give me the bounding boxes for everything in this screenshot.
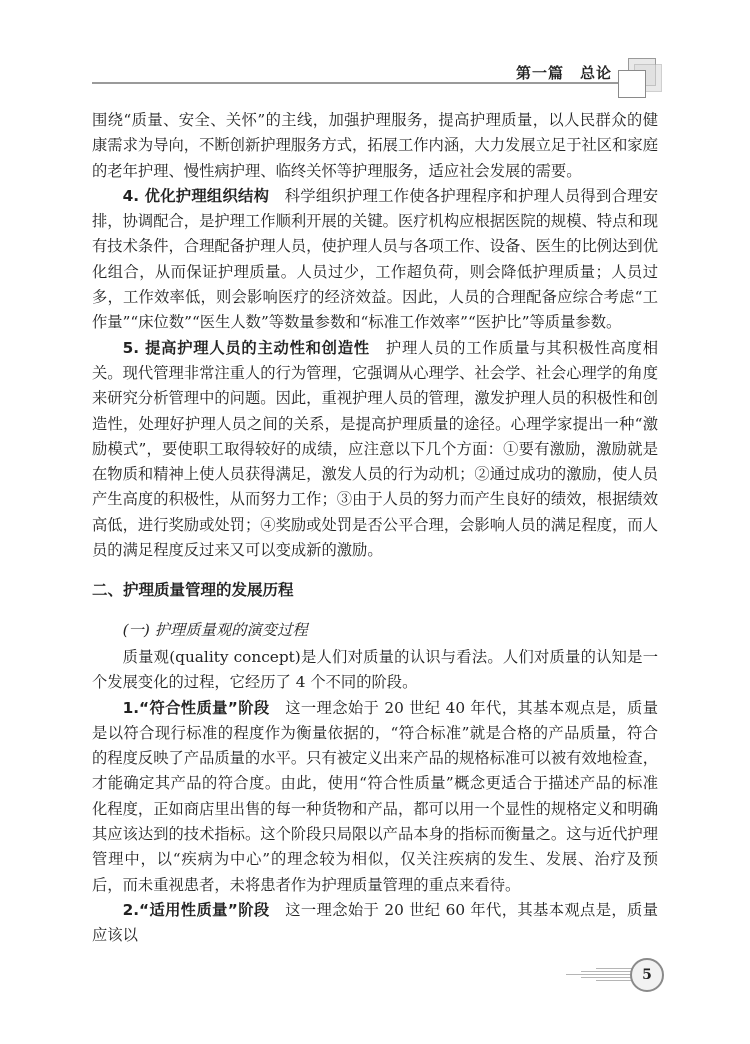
page-body xyxy=(92,108,658,949)
paragraph xyxy=(92,184,658,336)
page-number: 5 xyxy=(630,958,664,992)
sub-heading: (一) 护理质量观的演变过程 xyxy=(122,620,308,639)
paragraph-lead: 4. 优化护理组织结构 xyxy=(122,186,270,205)
paragraph: 质量观(quality concept)是人们对质量的认识与看法。人们对质量的认知是一个发展变化的过程，它经历了 4 个不同的阶段。 xyxy=(92,647,658,692)
page-footer xyxy=(0,950,750,1000)
paragraph-text: 科学组织护理工作使各护理程序和护理人员得到合理安排，协调配合，是护理工作顺利开展的关键。医疗机构应根据医院的规模、特点和现有技术条件，合理配备护理人员，使护理人员与各项工作、设备、医生的比例达到优化组合，从而保证护理质量。人员过少，工作超负荷，则会降低护理质量；人员过多，工作效率低，则会影响医疗的经济效益。因此，人员的合理配备应综合考虑“工作量”“床位数”“医生人数”等数量参数和“标准工作效率”“医护比”等质量参数。 xyxy=(92,186,658,332)
paragraph xyxy=(92,696,658,898)
corner-squares-icon xyxy=(618,58,662,102)
paragraph-lead: 5. 提高护理人员的主动性和创造性 xyxy=(122,338,370,357)
paragraph-lead: 1.“符合性质量”阶段 xyxy=(122,698,270,717)
page-header xyxy=(0,50,750,110)
paragraph: 围绕“质量、安全、关怀”的主线，加强护理服务，提高护理质量，以人民群众的健康需求为导向，不断创新护理服务方式，拓展工作内涵，大力发展立足于社区和家庭的老年护理、慢性病护理、临终关怀等护理服务，适应社会发展的需要。 xyxy=(92,111,658,180)
section-heading: 二、护理质量管理的发展历程 xyxy=(92,581,294,600)
paragraph xyxy=(92,898,658,949)
paragraph-text: 护理人员的工作质量与其积极性高度相关。现代管理非常注重人的行为管理，它强调从心理学、社会学、社会心理学的角度来研究分析管理中的问题。因此，重视护理人员的管理，激发护理人员的积极性和创造性，处理好护理人员之间的关系，是提高护理质量的途径。心理学家提出一种“激励模式”，要使职工取得较好的成绩，应注意以下几个方面：①要有激励，激励就是在物质和精神上使人员获得满足，激发人员的行为动机；②通过成功的激励，使人员产生高度的积极性，从而努力工作；③由于人员的努力而产生良好的绩效，根据绩效高低，进行奖励或处罚；④奖励或处罚是否公平合理，会影响人员的满足程度，而人员的满足程度反过来又可以变成新的激励。 xyxy=(92,338,658,560)
paragraph xyxy=(92,336,658,564)
chapter-title: 第一篇 总论 xyxy=(516,64,613,82)
footer-decoration xyxy=(560,968,636,982)
paragraph-text: 这一理念始于 20 世纪 60 年代，其基本观点是，质量应该以 xyxy=(92,900,658,945)
paragraph-text: 这一理念始于 20 世纪 40 年代，其基本观点是，质量是以符合现行标准的程度作为衡量依据的，“符合标准”就是合格的产品质量，符合的程度反映了产品质量的水平。只有被定义出来产品的规格标准可以被有效地检查，才能确定其产品的符合度。由此，使用“符合性质量”概念更适合于描述产品的标准化程度，正如商店里出售的每一种货物和产品，都可以用一个显性的规格定义和明确其应该达到的技术指标。这个阶段只局限以产品本身的指标而衡量之。这与近代护理管理中，以“疾病为中心”的理念较为相似，仅关注疾病的发生、发展、治疗及预后，而未重视患者，未将患者作为护理质量管理的重点来看待。 xyxy=(92,698,658,894)
paragraph-lead: 2.“适用性质量”阶段 xyxy=(122,900,270,919)
header-rule xyxy=(92,82,652,84)
